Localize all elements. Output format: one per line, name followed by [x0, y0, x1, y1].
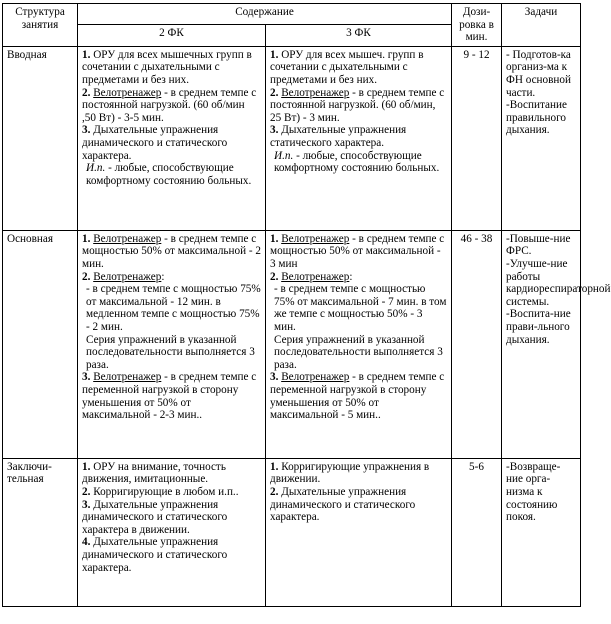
item-number: 1.	[82, 460, 91, 473]
content-item	[270, 124, 447, 149]
item-keyword: Велотренажер	[93, 86, 162, 99]
content-item	[82, 461, 261, 486]
item-text: - любые, способствующие комфортному состоянию больных.	[274, 149, 440, 175]
content-item	[270, 334, 447, 372]
content-item	[82, 334, 261, 372]
item-keyword: Велотренажер	[281, 371, 350, 384]
header-fk3: 3 ФК	[266, 25, 452, 46]
item-text: - в среднем темпе с постоянной нагрузкой. (60 об/мин ,50 Вт) - 3-5 мин.	[82, 86, 257, 124]
content-item	[270, 49, 447, 87]
task-item: - Подготов-ка организ-ма к ФН основной части.	[506, 48, 571, 99]
content-item	[270, 283, 447, 333]
item-number: 2.	[270, 485, 279, 498]
item-text: Дыхательные упражнения статического характера.	[270, 124, 407, 149]
item-number: 1.	[270, 232, 279, 245]
content-item	[82, 283, 261, 333]
item-text: Дыхательные упражнения динамического и статического характера.	[82, 536, 228, 574]
item-keyword: Велотренажер	[93, 270, 162, 283]
task-item: -Воспита-ние прави-льного дыхания.	[506, 308, 571, 346]
item-text: - любые, способствующие комфортному состоянию больных.	[86, 162, 252, 187]
item-keyword: Велотренажер	[93, 232, 162, 245]
content-item	[82, 233, 261, 271]
item-number: 4.	[82, 536, 91, 549]
header-tasks: Задачи	[502, 4, 581, 47]
item-number: 3.	[270, 124, 279, 137]
item-keyword: Велотренажер	[93, 371, 162, 384]
item-text: Корригирующие в любом и.п..	[93, 485, 239, 498]
content-item	[270, 486, 447, 524]
item-number: 3.	[270, 371, 279, 384]
item-text: Серия упражнений в указанной последовательности выполняется 3 раза.	[86, 333, 255, 371]
task-item: -Воспитание правильного дыхания.	[506, 99, 567, 137]
row-fk2-cell	[78, 230, 266, 458]
row-fk3-cell	[266, 230, 452, 458]
row-tasks-cell	[502, 230, 611, 458]
item-prefix: И.п.	[274, 149, 294, 162]
row-dose: 46 - 38	[452, 230, 502, 458]
content-item	[82, 536, 261, 574]
content-item	[82, 124, 261, 162]
item-number: 2.	[270, 86, 279, 99]
item-number: 2.	[82, 270, 91, 283]
row-fk3-cell	[266, 46, 452, 230]
content-item	[270, 461, 447, 486]
item-text: :	[161, 270, 165, 283]
task-item: -Возвраще-ние орга-низма к состоянию покоя.	[506, 460, 561, 524]
item-number: 1.	[82, 48, 91, 61]
item-text: - в среднем темпе с мощностью 75% от максимальной - 12 мин. в медленном темпе с мощностью 75% - 2 мин.	[86, 283, 261, 333]
content-item	[82, 371, 261, 421]
row-dose: 9 - 12	[452, 46, 502, 230]
row-fk2-cell	[78, 46, 266, 230]
item-text: - в среднем темпе с мощностью 50% от максимальной - 2 мин.	[82, 232, 262, 270]
item-number: 1.	[270, 48, 279, 61]
content-item	[270, 150, 447, 175]
row-fk2-cell	[78, 458, 266, 606]
content-item	[82, 87, 261, 125]
item-text: - в среднем темпе с постоянной нагрузкой. (60 об/мин, 25 Вт) - 3 мин.	[270, 86, 445, 124]
table-row	[3, 458, 581, 606]
content-item	[270, 87, 447, 125]
item-number: 3.	[82, 371, 91, 384]
item-text: ОРУ для всех мышеч. групп в сочетании с дыхательными с предметами и без них.	[270, 48, 424, 86]
item-number: 2.	[82, 86, 91, 99]
row-tasks-cell	[502, 458, 581, 606]
content-item	[270, 233, 447, 271]
item-text: - в среднем темпе с мощностью 75% от максимальной - 7 мин. в том же темпе с мощностью 50% - 3 мин.	[274, 283, 447, 333]
item-text: Дыхательные упражнения динамического и статического характера в движении.	[82, 498, 228, 536]
table-row	[3, 46, 581, 230]
row-dose: 5-6	[452, 458, 502, 606]
header-row-1	[3, 4, 581, 25]
item-keyword: Велотренажер	[281, 86, 350, 99]
header-dose: Дози-ровка в мин.	[452, 4, 502, 47]
row-fk3-cell	[266, 458, 452, 606]
content-item	[82, 486, 261, 499]
item-text: - в среднем темпе с переменной нагрузкой в сторону уменьшения от 50% от максимальной - 2-3 мин..	[82, 371, 257, 422]
header-structure: Структура занятия	[3, 4, 78, 47]
item-keyword: Велотренажер	[281, 270, 350, 283]
header-fk2: 2 ФК	[78, 25, 266, 46]
row-structure: Вводная	[3, 46, 78, 230]
content-item	[82, 271, 261, 284]
item-text: Дыхательные упражнения динамического и статического характера.	[82, 124, 228, 162]
item-text: Корригирующие упражнения в движении.	[270, 460, 430, 486]
content-item	[270, 271, 447, 284]
item-keyword: Велотренажер	[281, 232, 350, 245]
table-row	[3, 230, 581, 458]
lesson-structure-table	[2, 3, 611, 607]
row-structure: Основная	[3, 230, 78, 458]
item-text: Серия упражнений в указанной последовательности выполняется 3 раза.	[274, 333, 443, 371]
content-item	[82, 162, 261, 187]
content-item	[270, 371, 447, 421]
item-text: :	[349, 270, 353, 283]
content-item	[82, 49, 261, 87]
item-number: 2.	[270, 270, 279, 283]
row-structure: Заключи-тельная	[3, 458, 78, 606]
item-text: - в среднем темпе с мощностью 50% от максимальной - 3 мин	[270, 232, 445, 270]
header-content: Содержание	[78, 4, 452, 25]
item-number: 1.	[270, 460, 279, 473]
content-item	[82, 499, 261, 537]
item-text: ОРУ для всех мышечных групп в сочетании с дыхательными с предметами и без них.	[82, 48, 252, 86]
task-item: -Повыше-ние ФРС.	[506, 232, 571, 258]
item-prefix: И.п.	[86, 162, 106, 175]
item-text: ОРУ на внимание, точность движения, имитационные.	[82, 460, 226, 486]
item-text: - в среднем темпе с переменной нагрузкой в сторону уменьшения от 50% от максимальной - 5 мин..	[270, 371, 445, 422]
item-number: 3.	[82, 498, 91, 511]
item-text: Дыхательные упражнения динамического и статического характера.	[270, 485, 416, 524]
item-number: 2.	[82, 485, 91, 498]
task-item: -Улучше-ние работы кардиореспираторной системы.	[506, 257, 611, 308]
row-tasks-cell	[502, 46, 581, 230]
item-number: 1.	[82, 232, 91, 245]
item-number: 3.	[82, 124, 91, 137]
